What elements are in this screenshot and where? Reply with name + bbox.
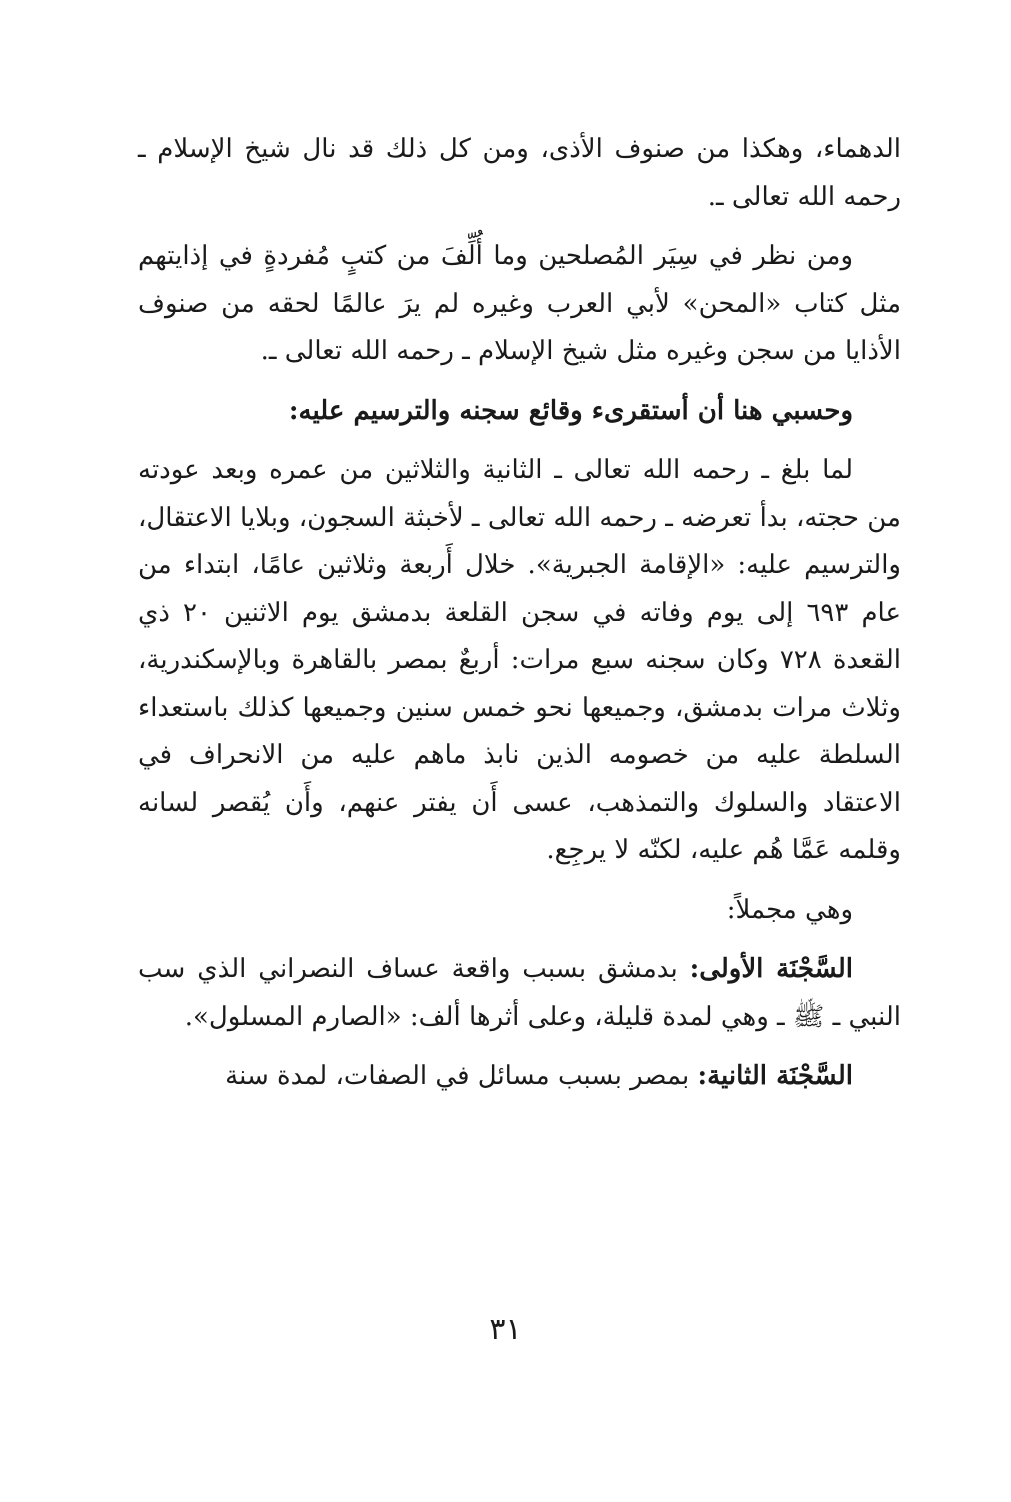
paragraph-1: الدهماء، وهكذا من صنوف الأذى، ومن كل ذلك قد نال شيخ الإسلام ـ رحمه الله تعالى ـ. xyxy=(138,134,901,212)
paragraph-5: وهي مجملاً: xyxy=(726,894,853,925)
second-prison-body: بمصر بسبب مسائل في الصفات، لمدة سنة xyxy=(225,1061,698,1091)
section-heading: وحسبي هنا أن أستقرىء وقائع سجنه والترسيم عليه: xyxy=(288,395,853,426)
page-number: ٣١ xyxy=(489,1312,522,1347)
page-body-text xyxy=(138,126,901,1101)
paragraph-2: ومن نظر في سِيَر المُصلحين وما أُلِّفَ من كتبٍ مُفردةٍ في إذايتهم مثل كتاب «المحن» لأبي العرب وغيره لم يرَ عالمًا لحقه من صنوف الأذايا من سجن وغيره مثل شيخ الإسلام ـ رحمه الله تعالى ـ. xyxy=(138,241,901,366)
second-prison-title: السَّجْنَة الثانية: xyxy=(697,1061,853,1091)
paragraph-second-prison xyxy=(138,1053,901,1101)
first-prison-title: السَّجْنَة الأولى: xyxy=(689,954,853,984)
paragraph-4: لما بلغ ـ رحمه الله تعالى ـ الثانية والثلاثين من عمره وبعد عودته من حجته، بدأ تعرضه ـ رحمه الله تعالى ـ لأخبثة السجون، وبلايا الاعتقال، والترسيم عليه: «الإقامة الجبرية». خلال أَربعة وثلاثين عامًا، ابتداء من عام ٦٩٣ إلى يوم وفاته في سجن القلعة بدمشق يوم الاثنين ٢٠ ذي القعدة ٧٢٨ وكان سجنه سبع مرات: أربعٌ بمصر بالقاهرة وبالإسكندرية، وثلاث مرات بدمشق، وجميعها نحو خمس سنين وجميعها كذلك باستعداء السلطة عليه من خصومه الذين نابذ ماهم عليه من الانحراف في الاعتقاد والسلوك والتمذهب، عسى أَن يفتر عنهم، وأَن يُقصر لسانه وقلمه عَمَّا هُم عليه، لكنّه لا يرجِع. xyxy=(138,455,901,865)
paragraph-first-prison xyxy=(138,946,901,1041)
first-prison-body: بدمشق بسبب واقعة عساف النصراني الذي سب النبي ـ ﷺ ـ وهي لمدة قليلة، وعلى أثرها ألف: «الصارم المسلول». xyxy=(138,954,901,1032)
